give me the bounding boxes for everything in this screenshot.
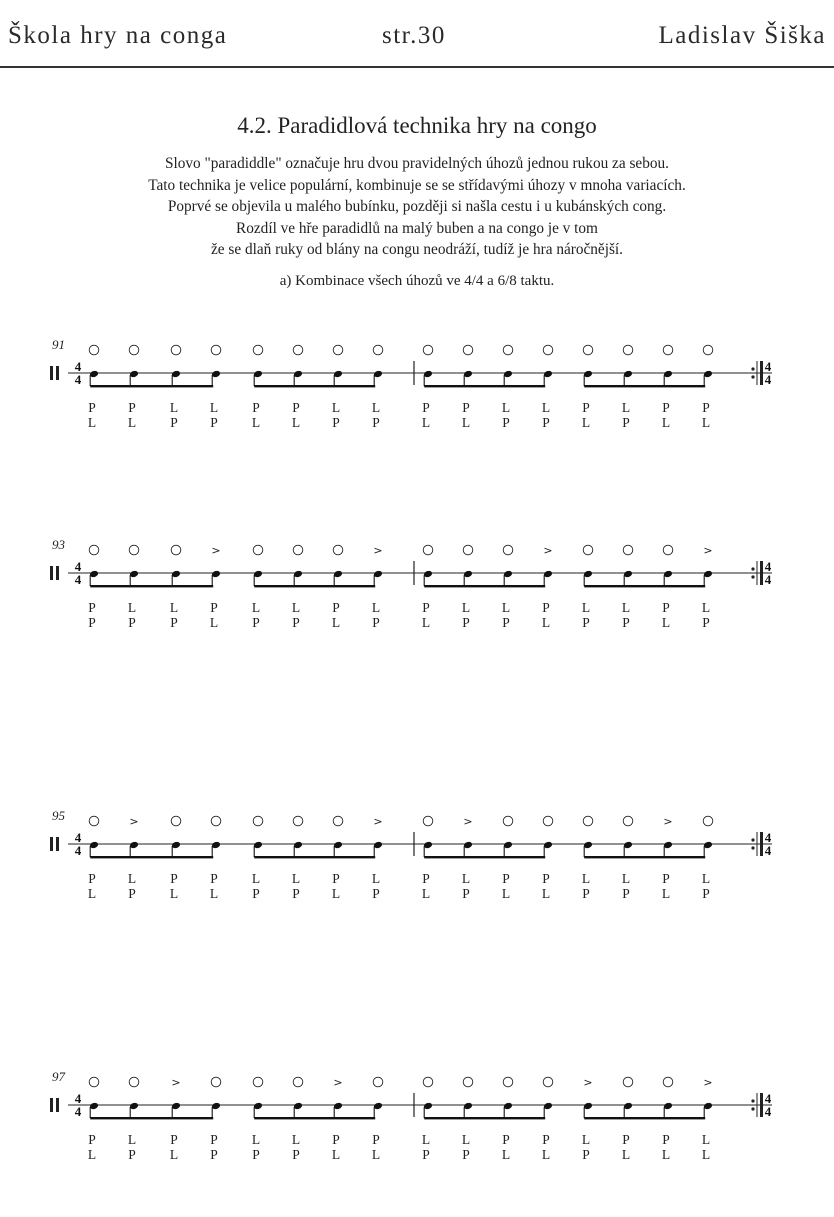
time-signature-denominator: 4	[74, 1104, 82, 1119]
open-tone-symbol	[623, 345, 633, 355]
sticking-lower: L	[501, 1147, 511, 1162]
accent-mark: >	[663, 815, 673, 828]
notation-system-1	[0, 335, 834, 485]
sticking-upper: P	[332, 600, 340, 615]
open-tone-symbol	[423, 816, 433, 826]
sticking-lower: L	[421, 886, 431, 901]
sticking-upper: L	[371, 400, 381, 415]
sticking-lower: P	[582, 886, 590, 901]
sticking-lower: P	[462, 615, 470, 630]
beam	[424, 1117, 545, 1119]
author-name: Ladislav Šiška	[658, 22, 826, 49]
sticking-upper: L	[251, 600, 261, 615]
time-signature-denominator: 4	[764, 572, 772, 587]
percussion-clef	[56, 837, 59, 851]
sticking-lower: P	[582, 1147, 590, 1162]
open-tone-symbol	[89, 345, 99, 355]
open-tone-symbol	[211, 1077, 221, 1087]
sticking-upper: P	[252, 400, 260, 415]
sticking-lower: L	[371, 1147, 381, 1162]
final-barline	[760, 561, 763, 585]
sticking-upper: P	[422, 400, 430, 415]
open-tone-symbol	[623, 1077, 633, 1087]
open-tone-symbol	[503, 545, 513, 555]
open-tone-symbol	[293, 345, 303, 355]
sticking-upper: P	[702, 400, 710, 415]
beam	[254, 1117, 375, 1119]
sticking-upper: L	[291, 1132, 301, 1147]
sticking-lower: P	[252, 1147, 260, 1162]
sticking-lower: L	[331, 615, 341, 630]
time-signature-numerator: 4	[764, 559, 772, 574]
open-tone-symbol	[543, 816, 553, 826]
intro-paragraph	[0, 153, 834, 261]
sticking-upper: L	[251, 1132, 261, 1147]
sticking-upper: L	[461, 871, 471, 886]
sticking-upper: L	[331, 400, 341, 415]
sticking-upper: P	[210, 871, 218, 886]
sticking-upper: L	[127, 871, 137, 886]
sticking-lower: P	[372, 886, 380, 901]
sticking-lower: L	[421, 415, 431, 430]
sticking-upper: L	[209, 400, 219, 415]
open-tone-symbol	[423, 345, 433, 355]
beam	[424, 585, 545, 587]
sticking-upper: P	[88, 400, 96, 415]
accent-mark: >	[373, 544, 383, 557]
accent-mark: >	[333, 1076, 343, 1089]
sticking-upper: P	[662, 871, 670, 886]
sticking-lower: P	[210, 415, 218, 430]
sticking-upper: L	[461, 600, 471, 615]
sticking-upper: L	[541, 400, 551, 415]
time-signature-denominator: 4	[764, 372, 772, 387]
staff-svg	[0, 535, 834, 685]
final-barline	[760, 832, 763, 856]
repeat-dot	[751, 1107, 754, 1110]
accent-mark: >	[129, 815, 139, 828]
sticking-lower: P	[372, 415, 380, 430]
sticking-upper: P	[128, 400, 136, 415]
final-barline	[760, 1093, 763, 1117]
sticking-upper: L	[621, 600, 631, 615]
beam	[254, 385, 375, 387]
accent-mark: >	[171, 1076, 181, 1089]
sticking-upper: L	[701, 871, 711, 886]
accent-mark: >	[373, 815, 383, 828]
sticking-lower: L	[127, 415, 137, 430]
sticking-lower: P	[422, 1147, 430, 1162]
open-tone-symbol	[663, 345, 673, 355]
sticking-upper: P	[502, 871, 510, 886]
open-tone-symbol	[129, 545, 139, 555]
sticking-lower: P	[582, 615, 590, 630]
intro-line: Tato technika je velice populární, kombinuje se se střídavými úhozy v mnoha variacích.	[148, 176, 686, 194]
sticking-upper: L	[421, 1132, 431, 1147]
sticking-lower: L	[661, 615, 671, 630]
staff-svg	[0, 1067, 834, 1217]
open-tone-symbol	[623, 816, 633, 826]
beam	[424, 385, 545, 387]
beam	[584, 385, 705, 387]
notation-system-2	[0, 535, 834, 685]
time-signature-denominator: 4	[74, 372, 82, 387]
sticking-lower: P	[292, 615, 300, 630]
open-tone-symbol	[463, 345, 473, 355]
percussion-clef	[56, 366, 59, 380]
open-tone-symbol	[89, 545, 99, 555]
staff-svg	[0, 806, 834, 956]
sticking-upper: L	[621, 400, 631, 415]
open-tone-symbol	[211, 345, 221, 355]
sticking-upper: L	[169, 400, 179, 415]
beam	[584, 585, 705, 587]
time-signature-numerator: 4	[764, 1091, 772, 1106]
percussion-clef	[56, 566, 59, 580]
sticking-lower: P	[292, 1147, 300, 1162]
repeat-dot	[751, 567, 754, 570]
sticking-upper: L	[127, 600, 137, 615]
sticking-upper: L	[621, 871, 631, 886]
open-tone-symbol	[89, 816, 99, 826]
open-tone-symbol	[89, 1077, 99, 1087]
sticking-lower: L	[541, 1147, 551, 1162]
repeat-dot	[751, 367, 754, 370]
sticking-lower: P	[252, 615, 260, 630]
sticking-lower: L	[169, 1147, 179, 1162]
sticking-lower: L	[87, 415, 97, 430]
percussion-clef	[50, 366, 53, 380]
open-tone-symbol	[503, 345, 513, 355]
sticking-lower: L	[421, 615, 431, 630]
open-tone-symbol	[333, 345, 343, 355]
sticking-lower: P	[252, 886, 260, 901]
sticking-lower: P	[622, 415, 630, 430]
sticking-upper: P	[542, 871, 550, 886]
open-tone-symbol	[663, 1077, 673, 1087]
open-tone-symbol	[583, 345, 593, 355]
open-tone-symbol	[583, 816, 593, 826]
section-title: 4.2. Paradidlová technika hry na congo	[237, 113, 597, 138]
accent-mark: >	[703, 1076, 713, 1089]
sticking-upper: P	[170, 1132, 178, 1147]
open-tone-symbol	[171, 345, 181, 355]
open-tone-symbol	[463, 1077, 473, 1087]
sticking-lower: L	[209, 615, 219, 630]
sticking-lower: L	[291, 415, 301, 430]
intro-line: Slovo "paradiddle" označuje hru dvou pravidelných úhozů jednou rukou za sebou.	[165, 155, 669, 172]
sticking-lower: P	[462, 886, 470, 901]
open-tone-symbol	[253, 545, 263, 555]
measure-number: 93	[52, 537, 65, 552]
sticking-upper: L	[501, 400, 511, 415]
repeat-dot	[751, 838, 754, 841]
sticking-lower: L	[661, 1147, 671, 1162]
open-tone-symbol	[703, 816, 713, 826]
sticking-upper: L	[581, 600, 591, 615]
sticking-lower: P	[88, 615, 96, 630]
sticking-upper: P	[88, 600, 96, 615]
sticking-upper: P	[622, 1132, 630, 1147]
sticking-lower: L	[501, 886, 511, 901]
header-rule	[0, 66, 834, 68]
sticking-lower: L	[209, 886, 219, 901]
beam	[90, 585, 213, 587]
open-tone-symbol	[171, 816, 181, 826]
open-tone-symbol	[293, 1077, 303, 1087]
sticking-upper: P	[662, 600, 670, 615]
sticking-lower: P	[622, 615, 630, 630]
time-signature-denominator: 4	[764, 843, 772, 858]
sticking-upper: P	[88, 871, 96, 886]
measure-number: 91	[52, 337, 65, 352]
open-tone-symbol	[423, 1077, 433, 1087]
staff-svg	[0, 335, 834, 485]
sticking-lower: P	[622, 886, 630, 901]
repeat-dot	[751, 846, 754, 849]
page-header	[0, 0, 834, 70]
sticking-lower: L	[701, 1147, 711, 1162]
sticking-upper: P	[502, 1132, 510, 1147]
open-tone-symbol	[373, 1077, 383, 1087]
percussion-clef	[50, 566, 53, 580]
repeat-dot	[751, 575, 754, 578]
open-tone-symbol	[703, 345, 713, 355]
page-number: str.30	[382, 22, 446, 49]
sticking-lower: P	[128, 1147, 136, 1162]
intro-line: Poprvé se objevila u malého bubínku, později si našla cestu i u kubánských cong.	[167, 198, 667, 215]
open-tone-symbol	[253, 816, 263, 826]
sticking-lower: L	[541, 886, 551, 901]
accent-mark: >	[463, 815, 473, 828]
sticking-upper: L	[371, 600, 381, 615]
sticking-lower: P	[292, 886, 300, 901]
sticking-upper: P	[332, 871, 340, 886]
open-tone-symbol	[129, 345, 139, 355]
open-tone-symbol	[543, 1077, 553, 1087]
sticking-upper: P	[292, 400, 300, 415]
time-signature-numerator: 4	[74, 1091, 82, 1106]
sticking-lower: L	[87, 886, 97, 901]
beam	[90, 856, 213, 858]
sticking-lower: P	[332, 415, 340, 430]
sticking-upper: P	[662, 1132, 670, 1147]
repeat-dot	[751, 375, 754, 378]
sticking-lower: L	[581, 415, 591, 430]
accent-mark: >	[543, 544, 553, 557]
sticking-upper: P	[372, 1132, 380, 1147]
sticking-lower: L	[661, 415, 671, 430]
sticking-upper: P	[462, 400, 470, 415]
sticking-upper: P	[542, 600, 550, 615]
open-tone-symbol	[373, 345, 383, 355]
sticking-upper: P	[662, 400, 670, 415]
beam	[254, 585, 375, 587]
time-signature-denominator: 4	[74, 572, 82, 587]
open-tone-symbol	[333, 545, 343, 555]
beam	[254, 856, 375, 858]
accent-mark: >	[211, 544, 221, 557]
open-tone-symbol	[211, 816, 221, 826]
sticking-upper: L	[291, 600, 301, 615]
repeat-dot	[751, 1099, 754, 1102]
sticking-upper: L	[501, 600, 511, 615]
beam	[90, 1117, 213, 1119]
notation-system-3	[0, 806, 834, 956]
sticking-lower: P	[210, 1147, 218, 1162]
sticking-upper: L	[169, 600, 179, 615]
beam	[584, 856, 705, 858]
beam	[424, 856, 545, 858]
time-signature-numerator: 4	[74, 359, 82, 374]
open-tone-symbol	[171, 545, 181, 555]
sticking-upper: P	[88, 1132, 96, 1147]
sticking-upper: L	[581, 1132, 591, 1147]
beam	[584, 1117, 705, 1119]
final-barline	[760, 361, 763, 385]
beam	[90, 385, 213, 387]
percussion-clef	[50, 1098, 53, 1112]
sticking-lower: P	[170, 615, 178, 630]
open-tone-symbol	[253, 345, 263, 355]
sticking-upper: P	[170, 871, 178, 886]
sticking-lower: L	[169, 886, 179, 901]
open-tone-symbol	[503, 1077, 513, 1087]
measure-number: 97	[52, 1069, 65, 1084]
sticking-lower: L	[331, 1147, 341, 1162]
sticking-upper: L	[701, 1132, 711, 1147]
percussion-clef	[50, 837, 53, 851]
sticking-upper: P	[542, 1132, 550, 1147]
percussion-clef	[56, 1098, 59, 1112]
open-tone-symbol	[583, 545, 593, 555]
sticking-upper: L	[701, 600, 711, 615]
sticking-lower: L	[661, 886, 671, 901]
sticking-lower: P	[702, 886, 710, 901]
exercise-subheading: a) Kombinace všech úhozů ve 4/4 a 6/8 taktu.	[279, 273, 555, 289]
sticking-lower: P	[128, 615, 136, 630]
time-signature-numerator: 4	[74, 830, 82, 845]
sticking-lower: L	[701, 415, 711, 430]
time-signature-numerator: 4	[764, 830, 772, 845]
sticking-lower: P	[170, 415, 178, 430]
open-tone-symbol	[333, 816, 343, 826]
accent-mark: >	[703, 544, 713, 557]
measure-number: 95	[52, 808, 65, 823]
notation-system-4	[0, 1067, 834, 1217]
time-signature-denominator: 4	[764, 1104, 772, 1119]
open-tone-symbol	[423, 545, 433, 555]
intro-line: že se dlaň ruky od blány na congu neodráží, tudíž je hra náročnější.	[210, 241, 623, 258]
sticking-lower: P	[702, 615, 710, 630]
intro-line: Rozdíl ve hře paradidlů na malý buben a na congo je v tom	[236, 219, 598, 237]
sticking-lower: P	[502, 615, 510, 630]
open-tone-symbol	[293, 816, 303, 826]
open-tone-symbol	[463, 545, 473, 555]
sticking-lower: P	[542, 415, 550, 430]
sticking-upper: L	[461, 1132, 471, 1147]
sticking-lower: P	[128, 886, 136, 901]
open-tone-symbol	[623, 545, 633, 555]
sticking-lower: P	[372, 615, 380, 630]
sticking-lower: L	[461, 415, 471, 430]
book-title: Škola hry na conga	[8, 22, 228, 49]
sticking-upper: L	[127, 1132, 137, 1147]
sticking-upper: P	[332, 1132, 340, 1147]
open-tone-symbol	[503, 816, 513, 826]
sticking-upper: P	[422, 871, 430, 886]
sticking-lower: P	[462, 1147, 470, 1162]
sticking-upper: P	[210, 1132, 218, 1147]
time-signature-numerator: 4	[764, 359, 772, 374]
time-signature-numerator: 4	[74, 559, 82, 574]
open-tone-symbol	[253, 1077, 263, 1087]
accent-mark: >	[583, 1076, 593, 1089]
sticking-upper: P	[582, 400, 590, 415]
sticking-upper: P	[422, 600, 430, 615]
sticking-lower: L	[541, 615, 551, 630]
sticking-lower: L	[87, 1147, 97, 1162]
sticking-upper: L	[581, 871, 591, 886]
sticking-lower: L	[251, 415, 261, 430]
open-tone-symbol	[129, 1077, 139, 1087]
sticking-lower: L	[621, 1147, 631, 1162]
sticking-upper: L	[251, 871, 261, 886]
open-tone-symbol	[293, 545, 303, 555]
sticking-lower: P	[502, 415, 510, 430]
sticking-lower: L	[331, 886, 341, 901]
sticking-upper: L	[371, 871, 381, 886]
open-tone-symbol	[663, 545, 673, 555]
sticking-upper: L	[291, 871, 301, 886]
time-signature-denominator: 4	[74, 843, 82, 858]
open-tone-symbol	[543, 345, 553, 355]
sticking-upper: P	[210, 600, 218, 615]
